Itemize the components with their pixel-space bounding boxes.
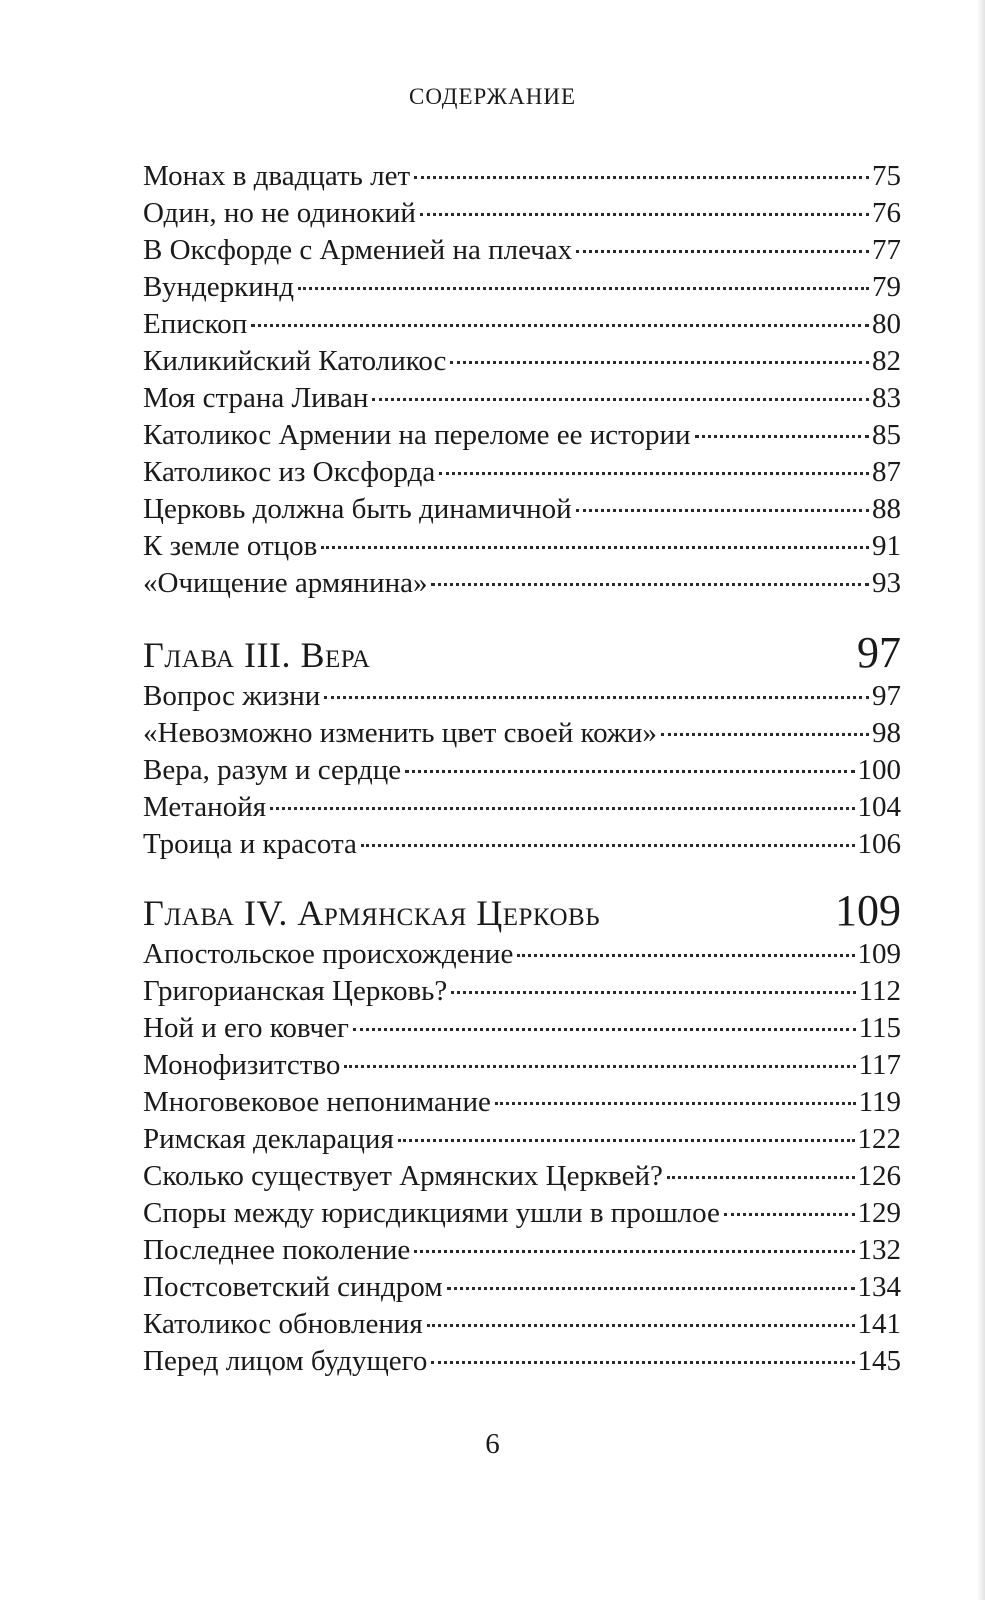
toc-entry-title: Римская декларация — [143, 1123, 394, 1155]
toc-entry-page: 91 — [872, 530, 901, 562]
toc-entry[interactable] — [143, 789, 901, 826]
toc-entry-page: 141 — [857, 1308, 901, 1340]
toc-entry-page: 82 — [872, 345, 901, 377]
toc-entry[interactable] — [143, 306, 901, 343]
toc-entry-title: Церковь должна быть динамичной — [143, 493, 572, 525]
toc-entry-title: Сколько существует Армянских Церквей? — [143, 1160, 663, 1192]
toc-entry[interactable] — [143, 1269, 901, 1306]
dot-leader — [495, 1102, 856, 1105]
toc-entry-page: 117 — [858, 1049, 901, 1081]
dot-leader — [450, 361, 869, 364]
dot-leader — [270, 807, 854, 810]
toc-entry[interactable] — [143, 528, 901, 565]
toc-entry-title: Киликийский Католикос — [143, 345, 447, 377]
chapter-page: 97 — [857, 628, 901, 677]
toc-entry-title: В Оксфорде с Арменией на плечах — [143, 234, 573, 266]
toc-entry-title: Постсоветский синдром — [143, 1271, 443, 1303]
running-head: СОДЕРЖАНИЕ — [408, 84, 576, 109]
toc-entry-page: 76 — [872, 197, 901, 229]
dot-leader — [344, 1065, 855, 1068]
toc-entry[interactable] — [143, 343, 901, 380]
dot-leader — [251, 324, 869, 327]
toc-entry[interactable] — [143, 715, 901, 752]
toc-entry-title: Перед лицом будущего — [143, 1345, 428, 1377]
toc-entry[interactable] — [143, 1232, 901, 1269]
toc-entry-page: 134 — [857, 1271, 901, 1303]
dot-leader — [667, 1176, 855, 1179]
toc-entry[interactable] — [143, 232, 901, 269]
toc-entry-title: Споры между юрисдикциями ушли в прошлое — [143, 1197, 720, 1229]
toc-entry[interactable] — [143, 1121, 901, 1158]
toc-entry-page: 112 — [858, 975, 901, 1007]
toc-entry-page: 77 — [872, 234, 901, 266]
toc-entry-page: 79 — [872, 271, 901, 303]
dot-leader — [724, 1213, 855, 1216]
toc-entry[interactable] — [143, 1343, 901, 1380]
dot-leader — [361, 844, 855, 847]
toc-entry[interactable] — [143, 1084, 901, 1121]
toc-entry-title: Вопрос жизни — [143, 680, 321, 712]
toc-entry-title: Монофизитство — [143, 1049, 341, 1081]
toc-entry[interactable] — [143, 752, 901, 789]
toc-entry[interactable] — [143, 973, 901, 1010]
toc-entry-title: Один, но не одинокий — [143, 197, 416, 229]
toc-entry-title: Вера, разум и сердце — [143, 754, 402, 786]
dot-leader — [405, 770, 854, 773]
dot-leader — [695, 435, 870, 438]
chapter-heading[interactable] — [143, 628, 901, 678]
toc-entry-page: 97 — [872, 680, 901, 712]
toc-entry-page: 132 — [857, 1234, 901, 1266]
toc-entry-page: 100 — [857, 754, 901, 786]
chapter-page: 109 — [835, 886, 901, 935]
dot-leader — [431, 1361, 854, 1364]
dot-leader — [372, 398, 869, 401]
toc-entry[interactable] — [143, 1158, 901, 1195]
dot-leader — [353, 1028, 856, 1031]
dot-leader — [451, 991, 855, 994]
toc-entry-title: Апостольское происхождение — [143, 938, 514, 970]
dot-leader — [576, 250, 869, 253]
dot-leader — [420, 213, 869, 216]
toc-entry[interactable] — [143, 491, 901, 528]
toc-entry-title: Ной и его ковчег — [143, 1012, 349, 1044]
toc-entry-page: 83 — [872, 382, 901, 414]
dot-leader — [439, 472, 869, 475]
toc-entry-title: К земле отцов — [143, 530, 318, 562]
toc-entry[interactable] — [143, 826, 901, 863]
toc-entry[interactable] — [143, 678, 901, 715]
chapter-title: Глава III. Вера — [143, 635, 371, 675]
toc-entry-page: 106 — [857, 828, 901, 860]
toc-entry[interactable] — [143, 380, 901, 417]
dot-leader — [447, 1287, 855, 1290]
page-number: 6 — [485, 1428, 500, 1460]
toc-entry-title: «Очищение армянина» — [143, 567, 428, 599]
toc-entry-title: Троица и красота — [143, 828, 357, 860]
chapter-title: Глава IV. Армянская Церковь — [143, 893, 601, 933]
chapter-heading[interactable] — [143, 886, 901, 936]
dot-leader — [661, 733, 869, 736]
toc-entry-page: 88 — [872, 493, 901, 525]
toc-entry[interactable] — [143, 158, 901, 195]
dot-leader — [298, 287, 869, 290]
dot-leader — [517, 954, 854, 957]
toc-entry-title: Католикос из Оксфорда — [143, 456, 436, 488]
toc-section-continued — [143, 158, 901, 602]
toc-entry-page: 119 — [858, 1086, 901, 1118]
toc-entry-title: Метанойя — [143, 791, 267, 823]
page-edge-shadow — [977, 0, 985, 1600]
dot-leader — [431, 583, 869, 586]
dot-leader — [398, 1139, 855, 1142]
toc-entry-title: Моя страна Ливан — [143, 382, 369, 414]
dot-leader — [324, 696, 869, 699]
toc-entry-title: Монах в двадцать лет — [143, 160, 411, 192]
toc-entry-title: Католикос обновления — [143, 1308, 423, 1340]
toc-entry-title: Григорианская Церковь? — [143, 975, 448, 1007]
toc-entry[interactable] — [143, 1306, 901, 1343]
toc-entry-page: 122 — [857, 1123, 901, 1155]
toc-entry-title: Последнее поколение — [143, 1234, 411, 1266]
toc-entry-page: 145 — [857, 1345, 901, 1377]
toc-entry-page: 104 — [857, 791, 901, 823]
dot-leader — [414, 1250, 854, 1253]
toc-entry-title: Епископ — [143, 308, 248, 340]
toc-entry[interactable] — [143, 454, 901, 491]
toc-entry-page: 98 — [872, 717, 901, 749]
dot-leader — [414, 176, 869, 179]
dot-leader — [427, 1324, 855, 1327]
toc-entry-title: Вундеркинд — [143, 271, 294, 303]
toc-entry-page: 85 — [872, 419, 901, 451]
toc-entry-page: 109 — [857, 938, 901, 970]
toc-entry[interactable] — [143, 565, 901, 602]
toc-entry-page: 87 — [872, 456, 901, 488]
toc-entry-page: 75 — [872, 160, 901, 192]
toc-entry[interactable] — [143, 269, 901, 306]
dot-leader — [576, 509, 869, 512]
toc-entry-page: 93 — [872, 567, 901, 599]
toc-entry-title: «Невозможно изменить цвет своей кожи» — [143, 717, 657, 749]
dot-leader — [321, 546, 869, 549]
toc-entry-page: 80 — [872, 308, 901, 340]
toc-entry-page: 129 — [857, 1197, 901, 1229]
toc-chapter-3 — [143, 628, 901, 863]
toc-entry[interactable] — [143, 936, 901, 973]
toc-entry[interactable] — [143, 1195, 901, 1232]
toc-entry-title: Многовековое непонимание — [143, 1086, 491, 1118]
toc-entry-page: 115 — [858, 1012, 901, 1044]
toc-entry[interactable] — [143, 1047, 901, 1084]
toc-chapter-4 — [143, 886, 901, 1380]
toc-entry[interactable] — [143, 1010, 901, 1047]
toc-entry[interactable] — [143, 195, 901, 232]
toc-entry[interactable] — [143, 417, 901, 454]
toc-entry-page: 126 — [857, 1160, 901, 1192]
toc-entry-title: Католикос Армении на переломе ее истории — [143, 419, 691, 451]
